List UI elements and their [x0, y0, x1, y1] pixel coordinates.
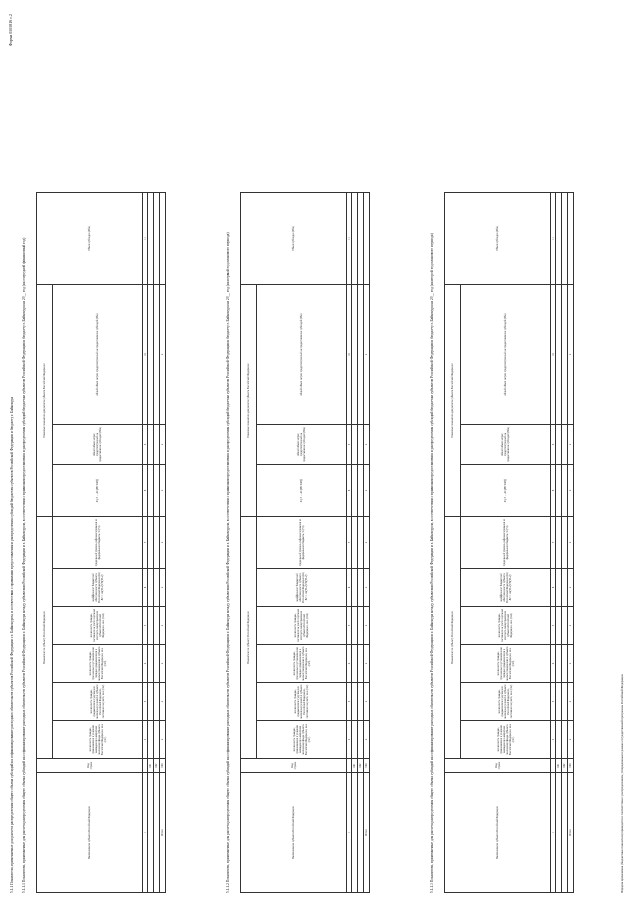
- column-number: 7: [551, 517, 556, 569]
- header-col-desc: предельный уровень софинансирования из федерального бюджета, % (Yi): [53, 517, 143, 569]
- row-code: 001: [556, 759, 562, 773]
- header-total: Объем субсидии (Sбк): [37, 193, 143, 285]
- total-cell: x: [160, 465, 166, 517]
- column-number: 11: [347, 193, 352, 285]
- column-number: 6: [347, 569, 352, 607]
- column-number: 3: [143, 683, 148, 721]
- header-col-desc: численность граждан, состоящих на учете в органах местного самоуправления субъекта Российской Федерации, чел. (Ci4): [53, 607, 143, 645]
- total-cell: x: [160, 569, 166, 607]
- header-col-desc: численность граждан, нуждающихся в улучшении жилищных условий в субъекте Российской Федерации, состоящих на учете, чел. (Ci2): [461, 683, 551, 721]
- total-cell: x: [160, 683, 166, 721]
- total-code: 900: [160, 759, 166, 773]
- header-col-desc: численность граждан, проживающих в условиях нахождения в аварийном жилищном фонде субъекта Российской Федерации, чел. (Ci1): [461, 721, 551, 759]
- header-col-desc: предельный уровень софинансирования из федерального бюджета, % (Yi): [257, 517, 347, 569]
- total-cell: x: [568, 607, 574, 645]
- column-number: 6: [551, 569, 556, 607]
- column-number: 3: [551, 683, 556, 721]
- total-label: Итого: [568, 773, 574, 893]
- header-col-sum: [257, 465, 347, 517]
- total-cell: x: [568, 683, 574, 721]
- total-cell: x: [568, 465, 574, 517]
- total-cell: x: [568, 425, 574, 465]
- col-desc: коэффициент бюджетной обеспеченности субъекта Российской Федерации (Ki): [499, 572, 509, 603]
- formula-sum: Σ (1 − Ai/(Di·100)): [299, 478, 303, 503]
- total-code: 900: [568, 759, 574, 773]
- header-col-desc: общий объем затрат, предусмотренный на предоставление субсидий (Sбк): [257, 285, 347, 425]
- header-code: Код строки: [445, 759, 551, 773]
- column-number: 11: [143, 193, 148, 285]
- column-number: 9: [347, 425, 352, 465]
- header-col-desc: численность граждан, признанных в установленном порядке нуждающимися в жилых помещениях в субъекте Российской Федерации, чел. (Ci3): [257, 645, 347, 683]
- header-col-desc: численность граждан, проживающих в условиях нахождения в аварийном жилищном фонде субъекта Российской Федерации, чел. (Ci1): [257, 721, 347, 759]
- total-row: [568, 193, 574, 893]
- total-cell: x: [364, 683, 370, 721]
- indicators-table: [36, 192, 166, 893]
- column-number: 7: [143, 517, 148, 569]
- header-col-coefficient: [53, 569, 143, 607]
- header-col-desc: численность граждан, нуждающихся в улучшении жилищных условий в субъекте Российской Федерации, состоящих на учете, чел. (Ci2): [257, 683, 347, 721]
- column-number: 8: [347, 465, 352, 517]
- form-number: Форма 0505816 с.2: [8, 14, 13, 47]
- total-cell: x: [160, 285, 166, 425]
- indicators-table: [444, 192, 574, 893]
- column-number: 1: [551, 773, 556, 893]
- total-cell: x: [364, 645, 370, 683]
- total-cell: x: [364, 425, 370, 465]
- formula-sum: Σ (1 − Ai/(Di·100)): [95, 478, 99, 503]
- row-code: 002: [358, 759, 364, 773]
- column-number: 8: [143, 465, 148, 517]
- header-total: Объем субсидии (Sбк): [241, 193, 347, 285]
- total-row: [364, 193, 370, 893]
- block-subtitle: 5.1.1.3 Показатели, применяемые для расчета распределения общего объема субсидий на софинансирование расходных обязательств субъектов Российской Федерации и г. Байконура между субъектами Российской Федерации и г. Байконуром, в соответствии с правилами предоставления и распределения субсидий бюджетам субъектов Российской Федерации и бюджету г. Байконура на 20__ год (на второй год планового периода): [430, 233, 434, 893]
- header-group-plan: Плановые показатели для расчета субъекта Российской Федерации: [241, 285, 257, 517]
- total-cell: x: [568, 721, 574, 759]
- formula-sum: Σ (1 − Ai/(Di·100)): [503, 478, 507, 503]
- formula-k: Ki = Ai(Ti-2)/Ti(Ti-2): [507, 574, 512, 601]
- total-cell: x: [364, 607, 370, 645]
- header-col-desc: общий объем затрат, предусмотренный на предоставление субсидий (Sбк): [53, 425, 143, 465]
- total-cell[interactable]: [364, 193, 370, 285]
- header-col-sum: [53, 465, 143, 517]
- column-number: 8: [551, 465, 556, 517]
- total-cell: x: [568, 569, 574, 607]
- total-cell[interactable]: [568, 193, 574, 285]
- column-number: 1: [347, 773, 352, 893]
- column-number: 4: [551, 645, 556, 683]
- formula-k: Ki = Ai(Ti-2)/Ti(Ti-2): [303, 574, 308, 601]
- column-number: 10: [551, 285, 556, 425]
- column-number: 9: [143, 425, 148, 465]
- total-cell: x: [568, 645, 574, 683]
- header-col-desc: общий объем затрат, предусмотренный на предоставление субсидий (Sбк): [257, 425, 347, 465]
- footnote: Порядок применения (бюджетные показатели) приводятся в соответствии с распределением, утвержденным в рамках государственной программы Российской Федерации.: [620, 673, 624, 893]
- column-number: 7: [347, 517, 352, 569]
- column-number: 6: [143, 569, 148, 607]
- total-code: 900: [364, 759, 370, 773]
- header-col-desc: численность граждан, состоящих на учете в органах местного самоуправления субъекта Российской Федерации, чел. (Ci4): [461, 607, 551, 645]
- column-number: 10: [347, 285, 352, 425]
- header-col-desc: численность граждан, проживающих в условиях нахождения в аварийном жилищном фонде субъекта Российской Федерации, чел. (Ci1): [53, 721, 143, 759]
- column-number: 4: [347, 645, 352, 683]
- column-number: 1: [143, 773, 148, 893]
- row-code: 002: [562, 759, 568, 773]
- header-code: Код строки: [241, 759, 347, 773]
- total-cell: x: [364, 517, 370, 569]
- header-col-desc: численность граждан, нуждающихся в улучшении жилищных условий в субъекте Российской Федерации, состоящих на учете, чел. (Ci2): [53, 683, 143, 721]
- header-col-desc: общий объем затрат, предусмотренный на предоставление субсидий (Sбк): [53, 285, 143, 425]
- total-row: [160, 193, 166, 893]
- total-cell: x: [160, 721, 166, 759]
- total-cell: x: [160, 645, 166, 683]
- header-group: Показатели по субъекту Российской Федерации: [241, 517, 257, 759]
- total-cell: x: [568, 285, 574, 425]
- total-cell[interactable]: [160, 193, 166, 285]
- header-col-desc: общий объем затрат, предусмотренный на предоставление субсидий (Sбк): [461, 425, 551, 465]
- column-number: 2: [143, 721, 148, 759]
- column-number: 5: [347, 607, 352, 645]
- column-number: 10: [143, 285, 148, 425]
- row-code: 002: [154, 759, 160, 773]
- header-group: Показатели по субъекту Российской Федерации: [445, 517, 461, 759]
- indicators-table: [240, 192, 370, 893]
- header-col-desc: общий объем затрат, предусмотренный на предоставление субсидий (Sбк): [461, 285, 551, 425]
- total-cell: x: [160, 607, 166, 645]
- total-cell: x: [364, 465, 370, 517]
- header-name: Наименование субъекта Российской Федерации: [445, 773, 551, 893]
- row-code: 001: [148, 759, 154, 773]
- header-col-coefficient: [461, 569, 551, 607]
- col-desc: коэффициент бюджетной обеспеченности субъекта Российской Федерации (Ki): [91, 572, 101, 603]
- total-cell: x: [364, 721, 370, 759]
- column-number: 2: [551, 721, 556, 759]
- header-name: Наименование субъекта Российской Федерации: [241, 773, 347, 893]
- header-group: Показатели по субъекту Российской Федерации: [37, 517, 53, 759]
- column-number: 4: [143, 645, 148, 683]
- block-subtitle: 5.1.1.2 Показатели, применяемые для расчета распределения общего объема субсидий на софинансирование расходных обязательств субъектов Российской Федерации и г. Байконура между субъектами Российской Федерации и г. Байконуром, в соответствии с правилами предоставления и распределения субсидий бюджетам субъектов Российской Федерации и бюджету г. Байконура на 20__ год (на первый год планового периода): [226, 232, 230, 893]
- column-number: 5: [143, 607, 148, 645]
- block-subtitle: 5.1.1.1 Показатели, применяемые для расчета распределения общего объема субсидий на софинансирование расходных обязательств субъектов Российской Федерации и г. Байконура между субъектами Российской Федерации и г. Байконуром, в соответствии с правилами предоставления и распределения субсидий бюджетам субъектов Российской Федерации и бюджету г. Байконура на 20__ год (на очередной финансовый год): [22, 237, 26, 893]
- formula-k: Ki = Ai(Ti-2)/Ti(Ti-2): [99, 574, 104, 601]
- total-cell: x: [568, 517, 574, 569]
- header-group-plan: Плановые показатели для расчета субъекта Российской Федерации: [445, 285, 461, 517]
- header-col-desc: предельный уровень софинансирования из федерального бюджета, % (Yi): [461, 517, 551, 569]
- row-code: 001: [352, 759, 358, 773]
- total-cell: x: [160, 517, 166, 569]
- column-number: 2: [347, 721, 352, 759]
- total-label: Итого: [160, 773, 166, 893]
- header-code: Код строки: [37, 759, 143, 773]
- header-col-sum: [461, 465, 551, 517]
- header-name: Наименование субъекта Российской Федерации: [37, 773, 143, 893]
- header-total: Объем субсидии (Sбк): [445, 193, 551, 285]
- section-title: 5.1.1 Показатели, применяемые для расчета распределения общего объема субсидий на софинансирование расходных обязательств субъектов Российской Федерации с г. Байконуром, в соответствии с правилами предоставления и распределения субсидий бюджетам субъектов Российской Федерации и бюджету г. Байконура: [10, 396, 14, 893]
- column-number: 5: [551, 607, 556, 645]
- header-col-coefficient: [257, 569, 347, 607]
- total-cell: x: [364, 285, 370, 425]
- total-cell: x: [364, 569, 370, 607]
- header-col-desc: численность граждан, признанных в установленном порядке нуждающимися в жилых помещениях в субъекте Российской Федерации, чел. (Ci3): [53, 645, 143, 683]
- total-label: Итого: [364, 773, 370, 893]
- column-number: 11: [551, 193, 556, 285]
- header-group-plan: Плановые показатели для расчета субъекта Российской Федерации: [37, 285, 53, 517]
- header-col-desc: численность граждан, признанных в установленном порядке нуждающимися в жилых помещениях в субъекте Российской Федерации, чел. (Ci3): [461, 645, 551, 683]
- header-col-desc: численность граждан, состоящих на учете в органах местного самоуправления субъекта Российской Федерации, чел. (Ci4): [257, 607, 347, 645]
- column-number: 3: [347, 683, 352, 721]
- total-cell: x: [160, 425, 166, 465]
- col-desc: коэффициент бюджетной обеспеченности субъекта Российской Федерации (Ki): [295, 572, 305, 603]
- column-number: 9: [551, 425, 556, 465]
